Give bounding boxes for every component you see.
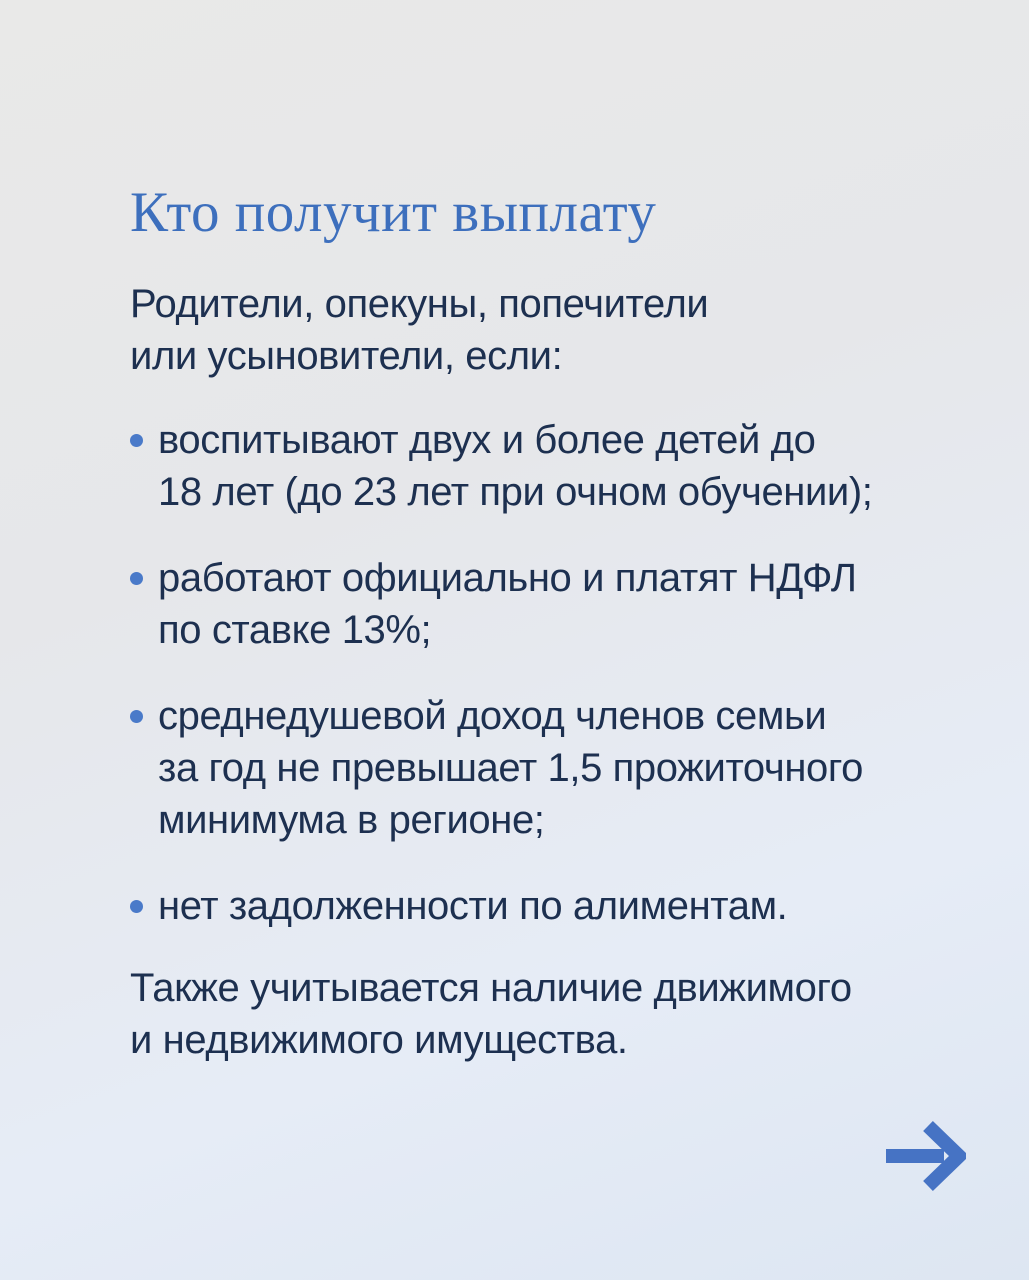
list-item-text (158, 880, 787, 932)
text-line: воспитывают двух и более детей до (158, 418, 816, 462)
conditions-list (130, 414, 979, 932)
text-line: или усыновители, если: (130, 334, 563, 378)
bullet-dot-icon (130, 900, 143, 913)
note-paragraph (130, 962, 979, 1066)
next-slide-button[interactable] (886, 1118, 966, 1194)
list-item (130, 414, 979, 518)
list-item (130, 690, 979, 846)
bullet-dot-icon (130, 434, 143, 447)
list-item-text (158, 552, 857, 656)
list-item (130, 880, 979, 932)
text-line: Также учитывается наличие движимого (130, 966, 852, 1010)
text-line: работают официально и платят НДФЛ (158, 556, 857, 600)
text-line: по ставке 13%; (158, 608, 432, 652)
bullet-dot-icon (130, 572, 143, 585)
list-item-text (158, 690, 863, 846)
bullet-dot-icon (130, 710, 143, 723)
text-line: среднедушевой доход членов семьи (158, 694, 827, 738)
text-line: Родители, опекуны, попечители (130, 282, 709, 326)
text-line: и недвижимого имущества. (130, 1018, 628, 1062)
intro-paragraph (130, 278, 979, 382)
info-card (130, 181, 979, 1066)
text-line: нет задолженности по алиментам. (158, 884, 788, 928)
text-line: минимума в регионе; (158, 798, 545, 842)
list-item (130, 552, 979, 656)
right-arrow-icon (886, 1118, 966, 1194)
list-item-text (158, 414, 873, 518)
text-line: 18 лет (до 23 лет при очном обучении); (158, 470, 873, 514)
page-title: Кто получит выплату (130, 181, 657, 244)
text-line: за год не превышает 1,5 прожиточного (158, 746, 864, 790)
